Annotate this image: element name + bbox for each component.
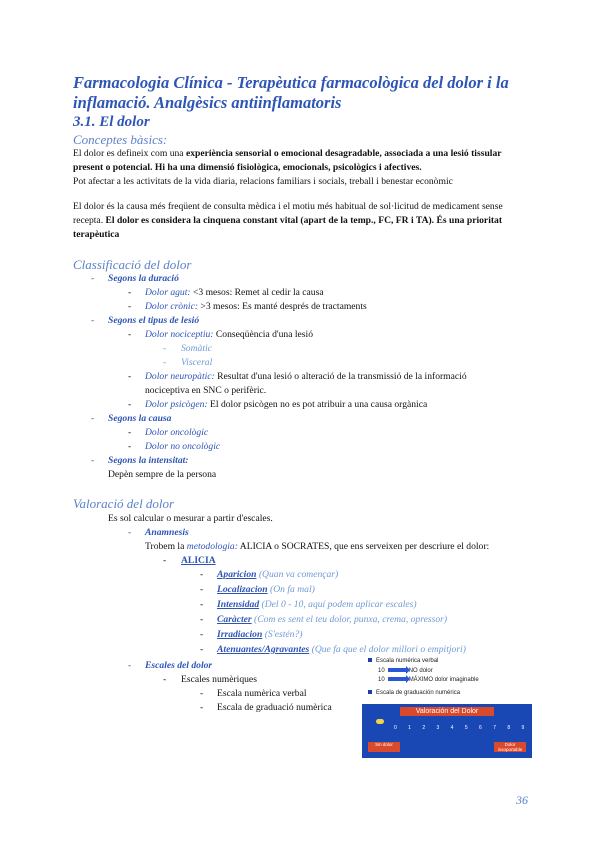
escala-verbal: Escala numèrica verbal — [217, 688, 307, 699]
valoracio-heading: Valoració del dolor — [73, 496, 175, 511]
classif-somatic: Somàtic — [181, 343, 212, 354]
conceptes-p2-line1: El dolor és la causa més freqüent de consulta mèdica i el motiu més habitual de sol·licitud de medicament sense — [73, 201, 503, 212]
bullet-dash: - — [200, 599, 204, 610]
bullet-dash: - — [128, 427, 132, 438]
bullet-dash: - — [163, 674, 167, 685]
alicia-item — [217, 568, 338, 582]
figure-row — [368, 658, 438, 664]
alicia-item — [217, 583, 315, 597]
text: NO dolor — [408, 668, 433, 674]
text: El dolor es defineix com una — [73, 148, 186, 159]
bullet-dash: - — [128, 660, 132, 671]
document-title-line2: inflamació. Analgèsics antiinflamatoris — [73, 93, 342, 112]
conceptes-p1-line2: present o potencial. Hi ha una dimensió fisiològica, emocionals, psicològics i afectives. — [73, 162, 422, 173]
alicia-item-desc: (Que fa que el dolor millori o empitjori) — [309, 644, 466, 655]
classif-intensitat-text: Depèn sempre de la persona — [108, 469, 217, 480]
text: Resultat d'una lesió o alteració de la transmissió de la informació — [214, 371, 467, 382]
valoracio-anamnesis: Anamnesis — [145, 527, 189, 538]
text-bold: experiència sensorial o emocional desagradable, associada a una lesió tissular — [185, 148, 502, 159]
text: 10 — [378, 668, 385, 674]
figure-row — [378, 677, 479, 683]
bullet-dash: - — [128, 329, 132, 340]
text: Trobem la — [145, 541, 187, 552]
conceptes-p2-line3: terapèutica — [73, 229, 120, 240]
conceptes-p1-line1 — [73, 147, 502, 161]
classif-tipus: Segons el tipus de lesió — [108, 315, 200, 326]
text: <3 mesos: Remet al cedir la causa — [190, 287, 324, 298]
bullet-dash: - — [200, 688, 204, 699]
pain-scale-figure — [362, 656, 552, 758]
bullet-dash: - — [200, 644, 204, 655]
figure-legend — [362, 656, 532, 700]
label: Dolor nociceptiu: — [145, 329, 214, 340]
label: Dolor agut: — [145, 287, 191, 298]
valoracio-alicia: ALICIA — [181, 555, 216, 566]
classif-nociceptiu — [145, 328, 313, 342]
bullet-dash: - — [163, 357, 167, 368]
alicia-item-label: Irradiacion — [217, 629, 263, 640]
alicia-item-desc: (On fa mal) — [267, 584, 315, 595]
figure-panel-title: Valoración del Dolor — [400, 707, 494, 716]
bullet-dash: - — [91, 315, 95, 326]
text-bold: El dolor es considera la cinquena constant vital (apart de la temp., FC, FR i TA). És una prioritat — [105, 215, 503, 226]
alicia-item-desc: (Quan va començar) — [256, 569, 339, 580]
bullet-dash: - — [200, 569, 204, 580]
alicia-item-label: Aparicion — [217, 569, 257, 580]
bullet-dash: - — [128, 527, 132, 538]
bullet-dash: - — [163, 555, 167, 566]
alicia-item-label: Intensidad — [217, 599, 260, 610]
text: 10 — [378, 677, 385, 683]
classif-psicogen — [145, 398, 427, 412]
bullet-square-icon — [368, 658, 372, 662]
classif-causa: Segons la causa — [108, 413, 172, 424]
figure-right-box: Dolor insoportable — [494, 742, 526, 752]
bullet-dash: - — [91, 273, 95, 284]
text: Conseqüència d'una lesió — [213, 329, 313, 340]
bullet-dash: - — [200, 614, 204, 625]
bullet-dash: - — [91, 455, 95, 466]
classif-agut — [145, 286, 324, 300]
slider-marker-icon — [376, 719, 384, 724]
document-title-line1: Farmacologia Clínica - Terapèutica farmacològica del dolor i la — [73, 73, 509, 92]
page-number: 36 — [516, 793, 528, 807]
classif-intensitat: Segons la intensitat: — [108, 455, 189, 466]
bullet-dash: - — [128, 441, 132, 452]
text: MÁXIMO dolor imaginable — [408, 677, 479, 683]
text: Escala de graduación numérica — [376, 690, 461, 696]
bullet-dash: - — [163, 343, 167, 354]
conceptes-heading: Conceptes bàsics: — [73, 132, 168, 147]
arrow-right-icon — [388, 677, 406, 681]
figure-left-box: Sin dolor — [368, 742, 400, 752]
bullet-dash: - — [200, 702, 204, 713]
alicia-item — [217, 628, 302, 642]
label: metodologia: — [186, 541, 238, 552]
classif-neuropatic-line2: nociceptiva en SNC o perifèric. — [145, 385, 267, 396]
conceptes-p2-line2 — [73, 214, 502, 228]
classif-durada: Segons la duració — [108, 273, 179, 284]
alicia-item-label: Localizacion — [217, 584, 268, 595]
bullet-dash: - — [128, 371, 132, 382]
classif-oncologic: Dolor oncològic — [145, 427, 209, 438]
bullet-dash: - — [128, 301, 132, 312]
valoracio-intro: Es sol calcular o mesurar a partir d'escales. — [108, 513, 273, 524]
figure-row — [368, 690, 460, 696]
valoracio-metodologia — [145, 540, 489, 554]
classif-neuropatic — [145, 370, 467, 384]
classif-visceral: Visceral — [181, 357, 213, 368]
classif-nooncologic: Dolor no oncològic — [145, 441, 221, 452]
classif-cronic — [145, 300, 367, 314]
label: Dolor psicògen: — [145, 399, 208, 410]
section-title: 3.1. El dolor — [73, 114, 150, 130]
bullet-dash: - — [91, 413, 95, 424]
alicia-item-desc: (S'estén?) — [262, 629, 303, 640]
alicia-item-label: Caràcter — [217, 614, 252, 625]
bullet-dash: - — [200, 629, 204, 640]
text: Escala numérica verbal — [376, 658, 439, 664]
classificacio-heading: Classificació del dolor — [73, 257, 192, 272]
text: recepta. — [73, 215, 106, 226]
text: El dolor psicògen no es pot atribuir a una causa orgànica — [207, 399, 428, 410]
alicia-item-label: Atenuantes/Agravantes — [217, 644, 310, 655]
valoracio-escales: Escales del dolor — [145, 660, 213, 671]
conceptes-p1-line3: Pot afectar a les activitats de la vida diaria, relacions familiars i socials, treball i benestar econòmic — [73, 176, 453, 187]
alicia-item-desc: (Del 0 - 10, aquí podem aplicar escales) — [259, 599, 417, 610]
bullet-dash: - — [128, 287, 132, 298]
alicia-item-desc: (Com es sent el teu dolor, punxa, crema, opressor) — [251, 614, 448, 625]
label: Dolor crònic: — [145, 301, 199, 312]
alicia-item — [217, 598, 417, 612]
bullet-dash: - — [128, 399, 132, 410]
figure-scale-numbers: 0 1 2 3 4 5 6 7 8 9 10 — [394, 725, 552, 731]
alicia-item — [217, 613, 447, 627]
arrow-right-icon — [388, 668, 406, 672]
figure-row — [378, 668, 433, 674]
escala-graduacio: Escala de graduació numèrica — [217, 702, 332, 713]
alicia-item — [217, 643, 466, 657]
escales-numeriques: Escales numèriques — [181, 674, 257, 685]
label: Dolor neuropàtic: — [145, 371, 215, 382]
bullet-dash: - — [200, 584, 204, 595]
text: ALICIA o SOCRATES, que ens serveixen per descriure el dolor: — [237, 541, 490, 552]
text: >3 mesos: Es manté després de tractaments — [198, 301, 367, 312]
bullet-square-icon — [368, 690, 372, 694]
figure-panel — [362, 704, 552, 758]
